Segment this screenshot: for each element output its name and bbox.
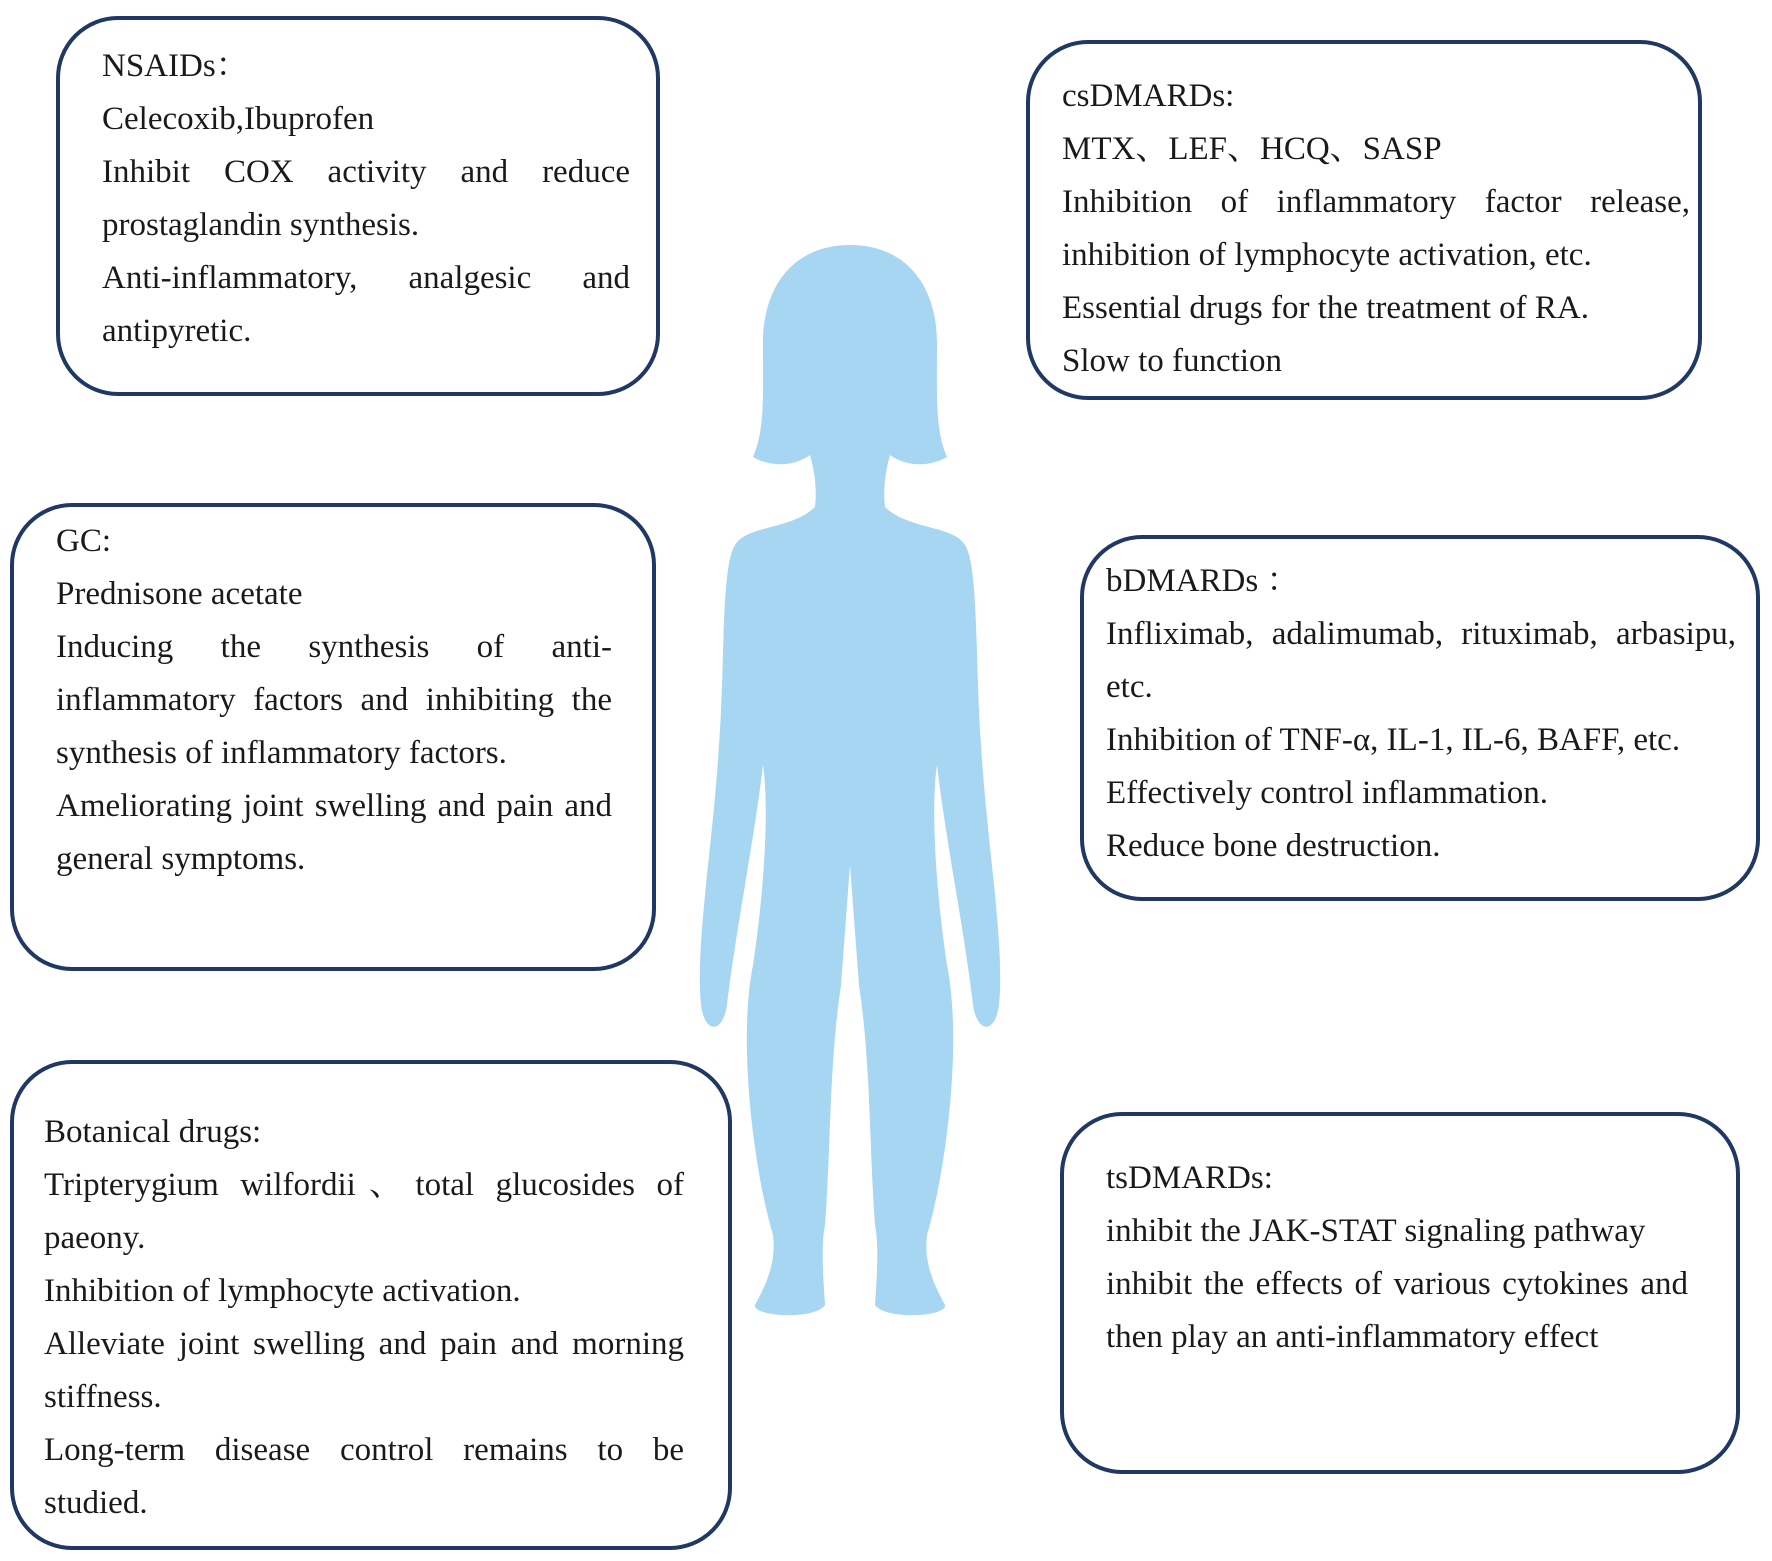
botanical-line-1: Tripterygium wilfordii、total glucosides of paeony. [44, 1167, 684, 1256]
bdmards-title: bDMARDs ： [1106, 563, 1300, 599]
csdmards-title: csDMARDs: [1062, 78, 1235, 114]
nsaids-line-3: Anti-inflammatory, analgesic and antipyretic. [102, 260, 630, 349]
gc-line-2: Inducing the synthesis of anti-inflammatory factors and inhibiting the synthesis of inflammatory factors. [56, 629, 612, 771]
bdmards-box [1080, 535, 1760, 901]
botanical-line-4: Long-term disease control remains to be studied. [44, 1432, 684, 1521]
bdmards-line-3: Effectively control inflammation. [1106, 775, 1549, 811]
tsdmards-box [1060, 1112, 1740, 1474]
csdmards-line-3: Essential drugs for the treatment of RA. [1062, 290, 1589, 326]
nsaids-box [56, 16, 660, 396]
gc-line-1: Prednisone acetate [56, 576, 303, 612]
gc-line-3: Ameliorating joint swelling and pain and general symptoms. [56, 788, 612, 877]
tsdmards-line-1: inhibit the JAK-STAT signaling pathway [1106, 1213, 1646, 1249]
bdmards-line-2: Inhibition of TNF-α, IL-1, IL-6, BAFF, etc. [1106, 722, 1681, 758]
tsdmards-title: tsDMARDs: [1106, 1160, 1273, 1196]
csdmards-box [1026, 40, 1702, 400]
gc-box [10, 503, 656, 971]
nsaids-line-2: Inhibit COX activity and reduce prostaglandin synthesis. [102, 154, 630, 243]
botanical-title: Botanical drugs: [44, 1114, 262, 1150]
csdmards-line-2: Inhibition of inflammatory factor release, inhibition of lymphocyte activation, etc. [1062, 184, 1690, 273]
csdmards-line-4: Slow to function [1062, 343, 1282, 379]
gc-title: GC: [56, 523, 112, 559]
botanical-line-2: Inhibition of lymphocyte activation. [44, 1273, 521, 1309]
botanical-box [10, 1060, 732, 1550]
csdmards-line-1: MTX、LEF、HCQ、SASP [1062, 131, 1442, 167]
botanical-line-3: Alleviate joint swelling and pain and morning stiffness. [44, 1326, 684, 1415]
nsaids-title: NSAIDs： [102, 48, 249, 84]
nsaids-line-1: Celecoxib,Ibuprofen [102, 101, 375, 137]
bdmards-line-1: Infliximab, adalimumab, rituximab, arbasipu, etc. [1106, 616, 1736, 705]
bdmards-line-4: Reduce bone destruction. [1106, 828, 1441, 864]
tsdmards-line-2: inhibit the effects of various cytokines and then play an anti-inflammatory effect [1106, 1266, 1688, 1355]
human-silhouette-icon [695, 245, 1005, 1320]
